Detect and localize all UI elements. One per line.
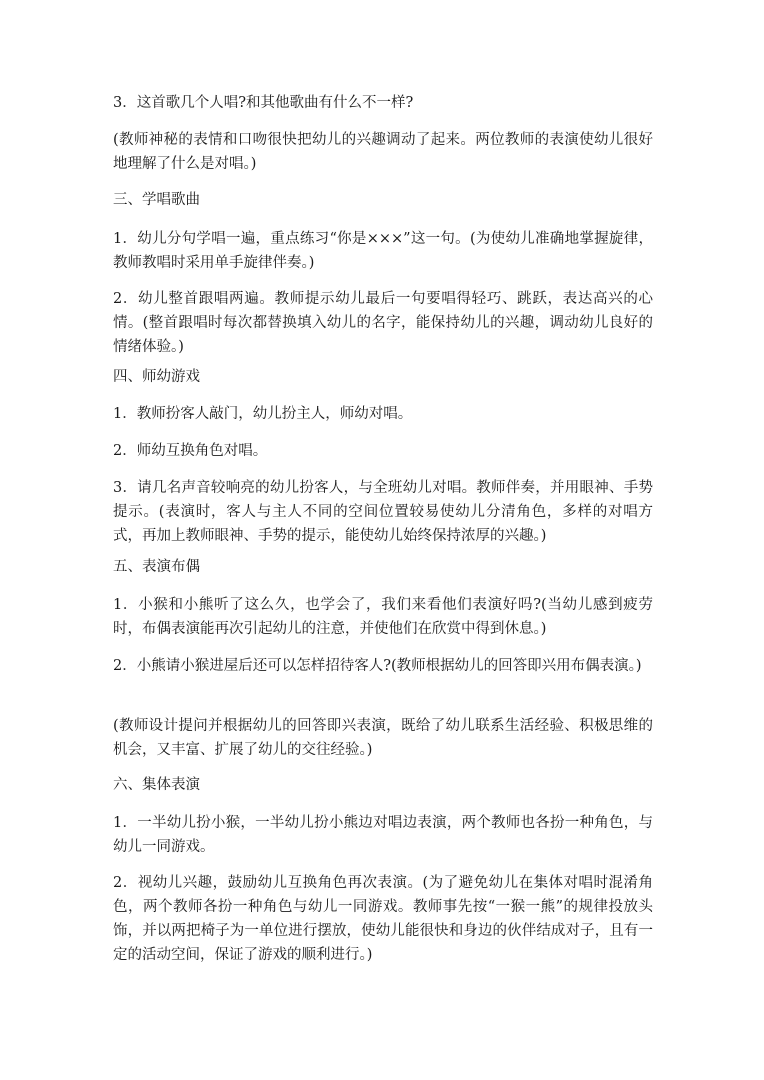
learn-step-1: 1．幼儿分句学唱一遍，重点练习“你是×××”这一句。(为使幼儿准确地掌握旋律，教师教唱时采用单手旋律伴奏。) (113, 231, 653, 271)
section-heading-teacher-child-game: 四、师幼游戏 (113, 369, 200, 385)
teacher-note: (教师神秘的表情和口吻很快把幼儿的兴趣调动了起来。两位教师的表演使幼儿很好地理解了什么是对唱。) (113, 132, 653, 172)
section-heading-learn-song: 三、学唱歌曲 (113, 192, 200, 208)
puppet-step-1: 1．小猴和小熊听了这么久，也学会了，我们来看他们表演好吗?(当幼儿感到疲劳时，布偶表演能再次引起幼儿的注意，并使他们在欣赏中得到休息。) (113, 597, 653, 637)
puppet-note: (教师设计提问并根据幼儿的回答即兴表演，既给了幼儿联系生活经验、积极思维的机会，又丰富、扩展了幼儿的交往经验。) (113, 718, 653, 758)
game-step-2: 2．师幼互换角色对唱。 (113, 443, 268, 459)
group-step-2: 2．视幼儿兴趣，鼓励幼儿互换角色再次表演。(为了避免幼儿在集体对唱时混淆角色，两个教师各扮一种角色与幼儿一同游戏。教师事先按“一猴一熊”的规律投放头饰，并以两把椅子为一单位进行摆放，使幼儿能很快和身边的伙伴结成对子，且有一定的活动空间，保证了游戏的顺利进行。) (113, 875, 653, 963)
game-step-1: 1．教师扮客人敲门，幼儿扮主人，师幼对唱。 (113, 406, 413, 422)
question-item-3: 3．这首歌几个人唱?和其他歌曲有什么不一样? (113, 95, 414, 111)
section-heading-group-show: 六、集体表演 (113, 777, 200, 793)
learn-step-2: 2．幼儿整首跟唱两遍。教师提示幼儿最后一句要唱得轻巧、跳跃，表达高兴的心情。(整首跟唱时每次都替换填入幼儿的名字，能保持幼儿的兴趣，调动幼儿良好的情绪体验。) (113, 291, 653, 355)
group-step-1: 1．一半幼儿扮小猴，一半幼儿扮小熊边对唱边表演，两个教师也各扮一种角色，与幼儿一同游戏。 (113, 815, 653, 855)
puppet-step-2: 2．小熊请小猴进屋后还可以怎样招待客人?(教师根据幼儿的回答即兴用布偶表演。) (113, 658, 642, 674)
game-step-3: 3．请几名声音较响亮的幼儿扮客人，与全班幼儿对唱。教师伴奏，并用眼神、手势提示。(表演时，客人与主人不同的空间位置较易使幼儿分清角色，多样的对唱方式，再加上教师眼神、手势的提示，能使幼儿始终保持浓厚的兴趣。) (113, 480, 653, 544)
section-heading-puppet-show: 五、表演布偶 (113, 559, 200, 575)
